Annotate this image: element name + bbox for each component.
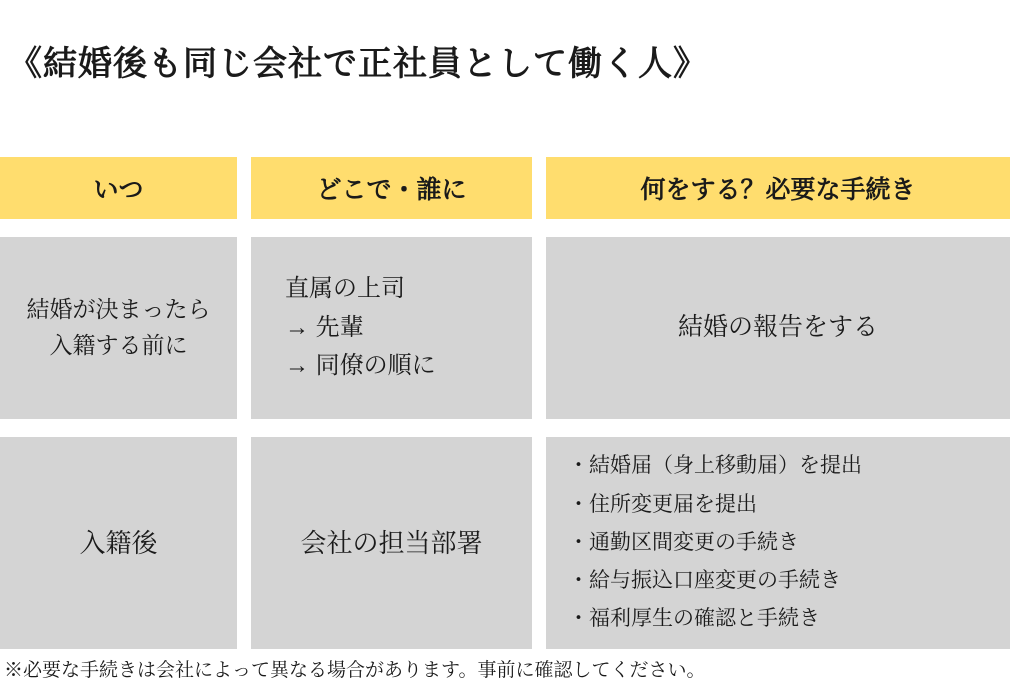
column-header-where: どこで・誰に: [251, 157, 532, 219]
list-item: ・結婚届（身上移動届）を提出: [568, 454, 862, 478]
cell-what-1: [546, 237, 1010, 419]
cell-what-2: [546, 437, 1010, 649]
where-text-2: 会社の担当部署: [300, 527, 483, 558]
column-header-what: 何をする？必要な手続き: [546, 157, 1010, 219]
table-row: [0, 437, 1010, 649]
where-line-3: → 同僚の順に: [285, 352, 436, 380]
list-item: ・給与振込口座変更の手続き: [568, 569, 841, 593]
what-list-2: [546, 447, 1010, 638]
what-text-1: 結婚の報告をする: [677, 313, 878, 342]
list-item: ・通勤区間変更の手続き: [568, 530, 799, 554]
table-row: [0, 237, 1010, 419]
column-header-when: いつ: [0, 157, 237, 219]
page-title: 《結婚後も同じ会社で正社員として働く人》: [8, 45, 708, 83]
procedure-table: [0, 157, 1010, 649]
cell-when-1: [0, 237, 237, 419]
when-text-2: 入籍後: [79, 527, 158, 558]
table-header-row: [0, 157, 1010, 219]
footnote: ※必要な手続きは会社によって異なる場合があります。事前に確認してください。: [4, 660, 706, 681]
when-line-2: 入籍する前に: [49, 332, 188, 358]
where-line-2: → 先輩: [285, 313, 364, 341]
cell-where-1: [251, 237, 532, 419]
when-text-1: [27, 292, 211, 363]
when-line-1: 結婚が決まったら: [26, 296, 211, 323]
where-text-1: [251, 270, 532, 385]
where-line-1: 直属の上司: [285, 275, 405, 303]
cell-where-2: [251, 437, 532, 649]
list-item: ・住所変更届を提出: [568, 492, 757, 516]
cell-when-2: [0, 437, 237, 649]
list-item: ・福利厚生の確認と手続き: [568, 607, 820, 631]
